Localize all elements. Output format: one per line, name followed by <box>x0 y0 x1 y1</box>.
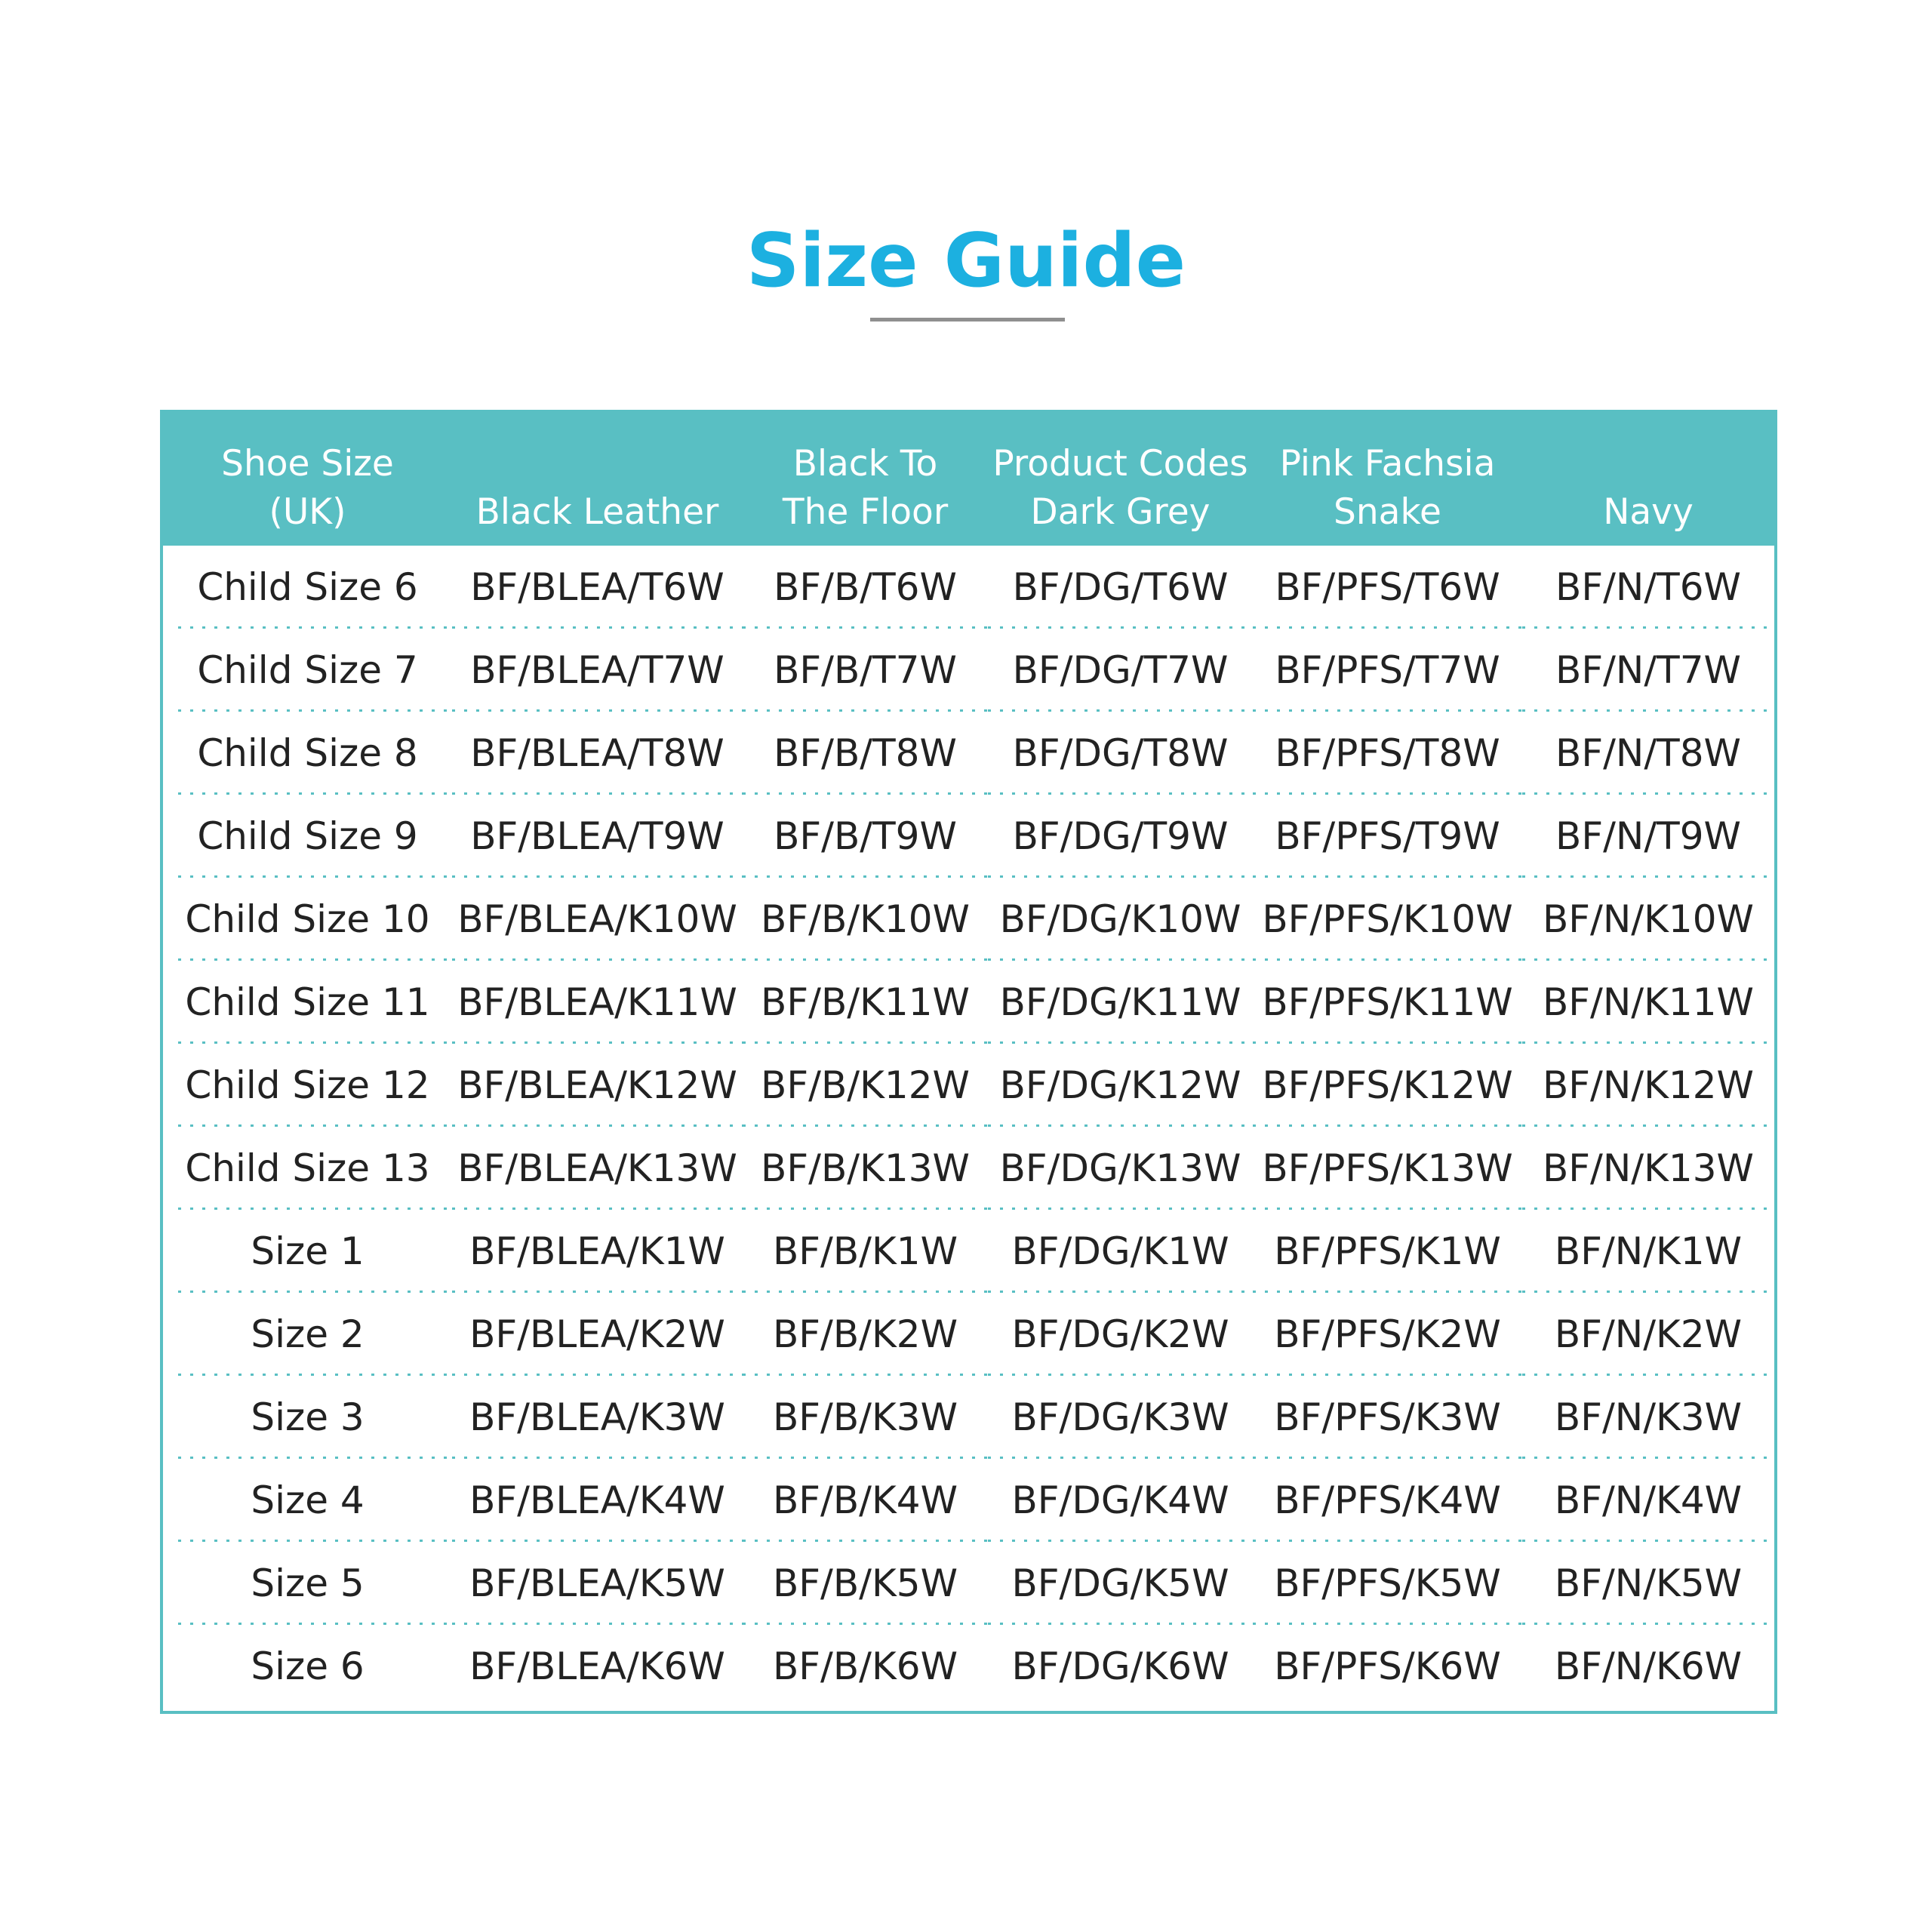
code-cell: BF/PFS/K2W <box>1253 1293 1522 1376</box>
size-cell: Size 2 <box>163 1293 452 1376</box>
code-cell: BF/BLEA/K5W <box>452 1542 743 1625</box>
size-guide-table <box>163 413 1774 1708</box>
code-cell: BF/DG/K12W <box>988 1044 1253 1127</box>
table-row <box>163 1127 1774 1210</box>
code-cell: BF/PFS/K12W <box>1253 1044 1522 1127</box>
code-cell: BF/N/K13W <box>1522 1127 1774 1210</box>
code-cell: BF/DG/T7W <box>988 629 1253 712</box>
table-row <box>163 961 1774 1044</box>
table-row <box>163 1210 1774 1293</box>
header-line-2: (UK) <box>269 491 346 533</box>
table-body <box>163 546 1774 1708</box>
size-cell: Size 4 <box>163 1459 452 1542</box>
table-row <box>163 1542 1774 1625</box>
table-row <box>163 546 1774 629</box>
code-cell: BF/BLEA/T6W <box>452 546 743 629</box>
code-cell: BF/N/K12W <box>1522 1044 1774 1127</box>
code-cell: BF/B/T6W <box>743 546 988 629</box>
code-cell: BF/N/K6W <box>1554 1644 1743 1688</box>
code-cell: BF/N/K10W <box>1522 878 1774 961</box>
table-header <box>163 413 1774 546</box>
header-row <box>163 413 1774 546</box>
size-cell: Size 3 <box>163 1376 452 1459</box>
table-row <box>163 712 1774 795</box>
size-cell: Child Size 9 <box>163 795 452 878</box>
code-cell: BF/DG/K3W <box>988 1376 1253 1459</box>
code-cell: BF/N/T7W <box>1522 629 1774 712</box>
title-underline <box>870 318 1065 321</box>
code-cell: BF/B/K10W <box>743 878 988 961</box>
code-cell: BF/PFS/T8W <box>1253 712 1522 795</box>
code-cell: BF/N/K1W <box>1522 1210 1774 1293</box>
code-cell: BF/B/K13W <box>743 1127 988 1210</box>
code-cell: BF/B/K6W <box>772 1644 958 1688</box>
header-line-2: Dark Grey <box>1030 491 1211 533</box>
header-line-2: Black Leather <box>475 491 719 533</box>
code-cell: BF/B/T7W <box>743 629 988 712</box>
size-cell: Child Size 13 <box>163 1127 452 1210</box>
table-row <box>163 1376 1774 1459</box>
code-cell: BF/N/K4W <box>1522 1459 1774 1542</box>
header-line-1: Product Codes <box>992 443 1248 485</box>
size-cell: Child Size 7 <box>163 629 452 712</box>
code-cell: BF/B/K11W <box>743 961 988 1044</box>
table-row <box>163 629 1774 712</box>
code-cell: BF/B/T9W <box>743 795 988 878</box>
code-cell: BF/N/T6W <box>1522 546 1774 629</box>
code-cell: BF/DG/K1W <box>988 1210 1253 1293</box>
header-black-to-the-floor <box>743 413 988 546</box>
code-cell: BF/PFS/T9W <box>1253 795 1522 878</box>
header-black-leather <box>452 413 743 546</box>
code-cell: BF/B/K5W <box>743 1542 988 1625</box>
code-cell: BF/PFS/K4W <box>1253 1459 1522 1542</box>
code-cell: BF/PFS/T6W <box>1253 546 1522 629</box>
size-cell: Child Size 11 <box>163 961 452 1044</box>
size-cell: Child Size 12 <box>163 1044 452 1127</box>
header-dark-grey <box>988 413 1253 546</box>
code-cell: BF/N/K11W <box>1522 961 1774 1044</box>
code-cell: BF/PFS/T7W <box>1253 629 1522 712</box>
code-cell: BF/B/K1W <box>743 1210 988 1293</box>
code-cell: BF/DG/T8W <box>988 712 1253 795</box>
code-cell: BF/PFS/K13W <box>1253 1127 1522 1210</box>
code-cell: BF/N/T8W <box>1522 712 1774 795</box>
code-cell: BF/N/K3W <box>1522 1376 1774 1459</box>
size-cell: Child Size 10 <box>163 878 452 961</box>
code-cell: BF/B/K12W <box>743 1044 988 1127</box>
code-cell: BF/BLEA/K4W <box>452 1459 743 1542</box>
code-cell: BF/B/T8W <box>743 712 988 795</box>
code-cell: BF/DG/K2W <box>988 1293 1253 1376</box>
size-cell: Child Size 6 <box>163 546 452 629</box>
table-row <box>163 1044 1774 1127</box>
size-cell: Size 1 <box>163 1210 452 1293</box>
table-row <box>163 1625 1774 1708</box>
size-cell: Size 5 <box>163 1542 452 1625</box>
code-cell: BF/BLEA/K1W <box>452 1210 743 1293</box>
code-cell: BF/PFS/K3W <box>1253 1376 1522 1459</box>
code-cell: BF/BLEA/K11W <box>452 961 743 1044</box>
header-line-2: The Floor <box>782 491 949 533</box>
code-cell: BF/DG/K11W <box>988 961 1253 1044</box>
code-cell: BF/DG/T9W <box>988 795 1253 878</box>
header-line-2: Snake <box>1334 491 1441 533</box>
header-line-1: Shoe Size <box>221 443 394 485</box>
table-row <box>163 1459 1774 1542</box>
code-cell: BF/BLEA/K6W <box>469 1644 725 1688</box>
code-cell: BF/B/K4W <box>743 1459 988 1542</box>
code-cell: BF/B/K3W <box>743 1376 988 1459</box>
code-cell: BF/DG/K10W <box>988 878 1253 961</box>
code-cell: BF/BLEA/K13W <box>452 1127 743 1210</box>
code-cell: BF/N/K5W <box>1522 1542 1774 1625</box>
code-cell: BF/DG/K4W <box>988 1459 1253 1542</box>
code-cell: BF/BLEA/K10W <box>452 878 743 961</box>
table-row <box>163 878 1774 961</box>
code-cell: BF/DG/K13W <box>988 1127 1253 1210</box>
header-pink-fachsia-snake <box>1253 413 1522 546</box>
code-cell: BF/N/K2W <box>1522 1293 1774 1376</box>
header-navy <box>1522 413 1774 546</box>
table-row <box>163 1293 1774 1376</box>
code-cell: BF/BLEA/K3W <box>452 1376 743 1459</box>
header-line-1: Black To <box>792 443 938 485</box>
code-cell: BF/N/T9W <box>1522 795 1774 878</box>
code-cell: BF/B/K2W <box>743 1293 988 1376</box>
size-cell: Child Size 8 <box>163 712 452 795</box>
code-cell: BF/BLEA/K2W <box>452 1293 743 1376</box>
table-row <box>163 795 1774 878</box>
code-cell: BF/DG/K5W <box>988 1542 1253 1625</box>
header-line-2: Navy <box>1603 491 1694 533</box>
header-line-1: Pink Fachsia <box>1279 443 1496 485</box>
size-cell: Size 6 <box>251 1644 365 1688</box>
code-cell: BF/BLEA/K12W <box>452 1044 743 1127</box>
code-cell: BF/PFS/K11W <box>1253 961 1522 1044</box>
size-guide-table-container <box>160 410 1777 1714</box>
code-cell: BF/DG/T6W <box>988 546 1253 629</box>
code-cell: BF/PFS/K1W <box>1253 1210 1522 1293</box>
code-cell: BF/PFS/K6W <box>1274 1644 1501 1688</box>
code-cell: BF/BLEA/T8W <box>452 712 743 795</box>
code-cell: BF/PFS/K10W <box>1253 878 1522 961</box>
code-cell: BF/BLEA/T9W <box>452 795 743 878</box>
code-cell: BF/BLEA/T7W <box>452 629 743 712</box>
header-shoe-size <box>163 413 452 546</box>
code-cell: BF/PFS/K5W <box>1253 1542 1522 1625</box>
code-cell: BF/DG/K6W <box>1011 1644 1229 1688</box>
page-title: Size Guide <box>746 218 1186 304</box>
